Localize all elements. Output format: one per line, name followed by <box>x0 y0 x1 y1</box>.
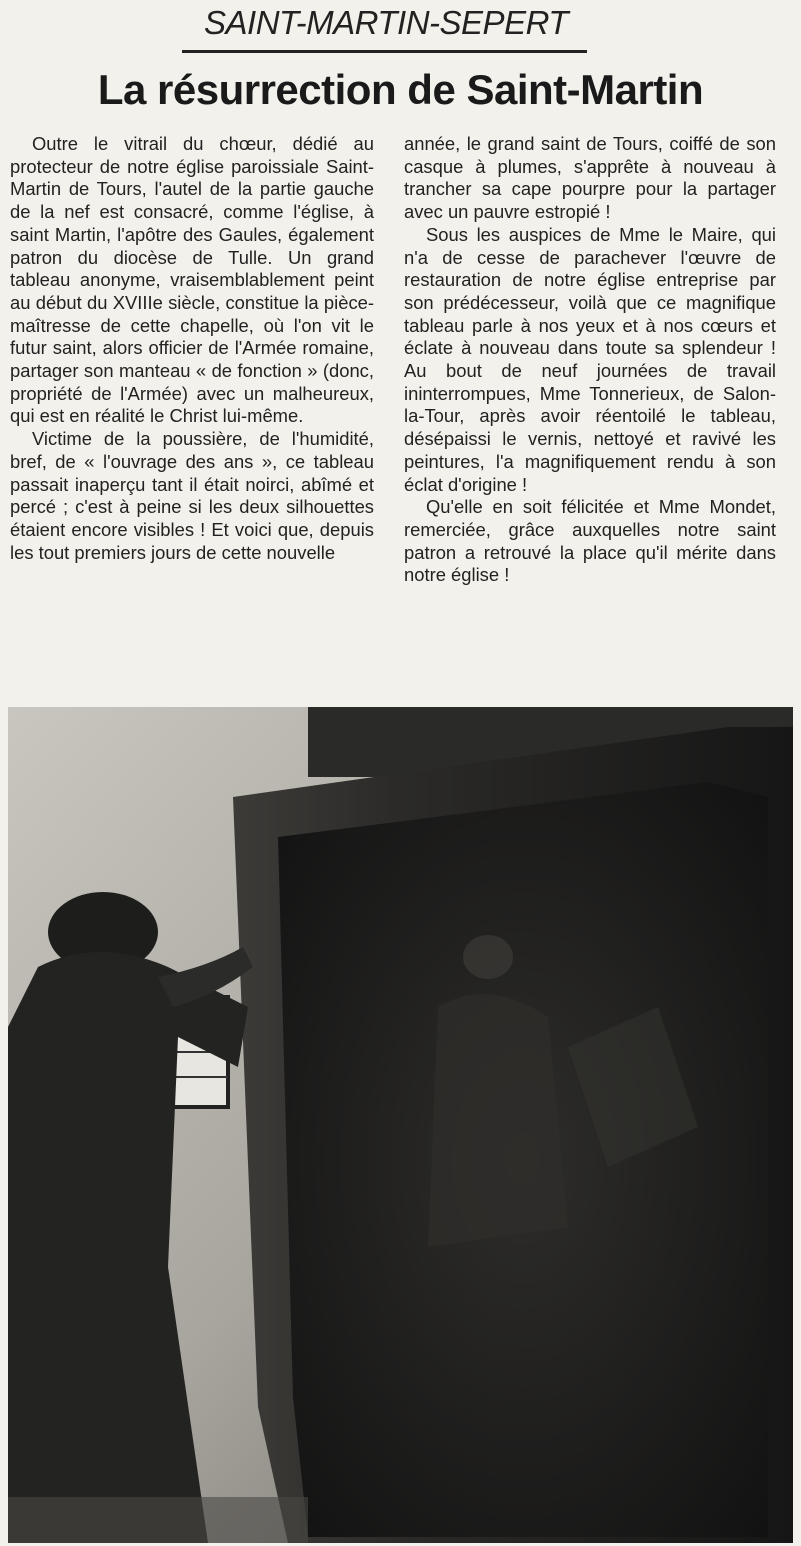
article-column-left <box>10 133 374 564</box>
kicker-underline <box>182 50 587 53</box>
photo-restorer-examining-painting-icon <box>8 707 793 1543</box>
article-column-right <box>404 133 776 587</box>
paragraph-2-continued: année, le grand saint de Tours, coiffé de son casque à plumes, s'apprête à nouveau à trancher sa cape pourpre pour la partager avec un pauvre estropié ! <box>404 133 776 223</box>
article-headline: La résurrection de Saint-Martin <box>97 66 704 113</box>
section-kicker: SAINT-MARTIN-SEPERT <box>204 4 568 41</box>
paragraph-4: Qu'elle en soit félicitée et Mme Mondet, remerciée, grâce auxquelles notre saint patron a retrouvé la place qu'il mérite dans notre église ! <box>404 496 776 586</box>
paragraph-3: Sous les auspices de Mme le Maire, qui n'a de cesse de parachever l'œuvre de restauration de notre église entreprise par son prédécesseur, voilà que ce magnifique tableau parle à nos yeux et à nos cœurs et éclate à nouveau dans toute sa splendeur ! Au bout de neuf journées de travail ininterrompues, Mme Tonnerieux, de Salon-la-Tour, après avoir réentoilé le tableau, désépaissi le vernis, nettoyé et ravivé les peintures, l'a magnifiquement rendu à son éclat d'origine ! <box>404 223 776 495</box>
paragraph-1: Outre le vitrail du chœur, dédié au protecteur de notre église paroissiale Saint-Martin de Tours, l'autel de la partie gauche de la nef est consacré, comme l'église, à saint Martin, l'apôtre des Gaules, également patron du diocèse de Tulle. Un grand tableau anonyme, vraisemblablement peint au début du XVIIIe siècle, constitue la pièce-maîtresse de cette chapelle, où l'on vit le futur saint, alors officier de l'Armée romaine, partager son manteau « de fonction » (donc, propriété de l'Armée) avec un malheureux, qui est en réalité le Christ lui-même. <box>10 133 374 427</box>
paragraph-2: Victime de la poussière, de l'humidité, bref, de « l'ouvrage des ans », ce tableau passait inaperçu tant il était noirci, abîmé et percé ; c'est à peine si les deux silhouettes étaient encore visibles ! Et voici que, depuis les tout premiers jours de cette nouvelle <box>10 428 374 563</box>
article-photo <box>8 707 793 1543</box>
